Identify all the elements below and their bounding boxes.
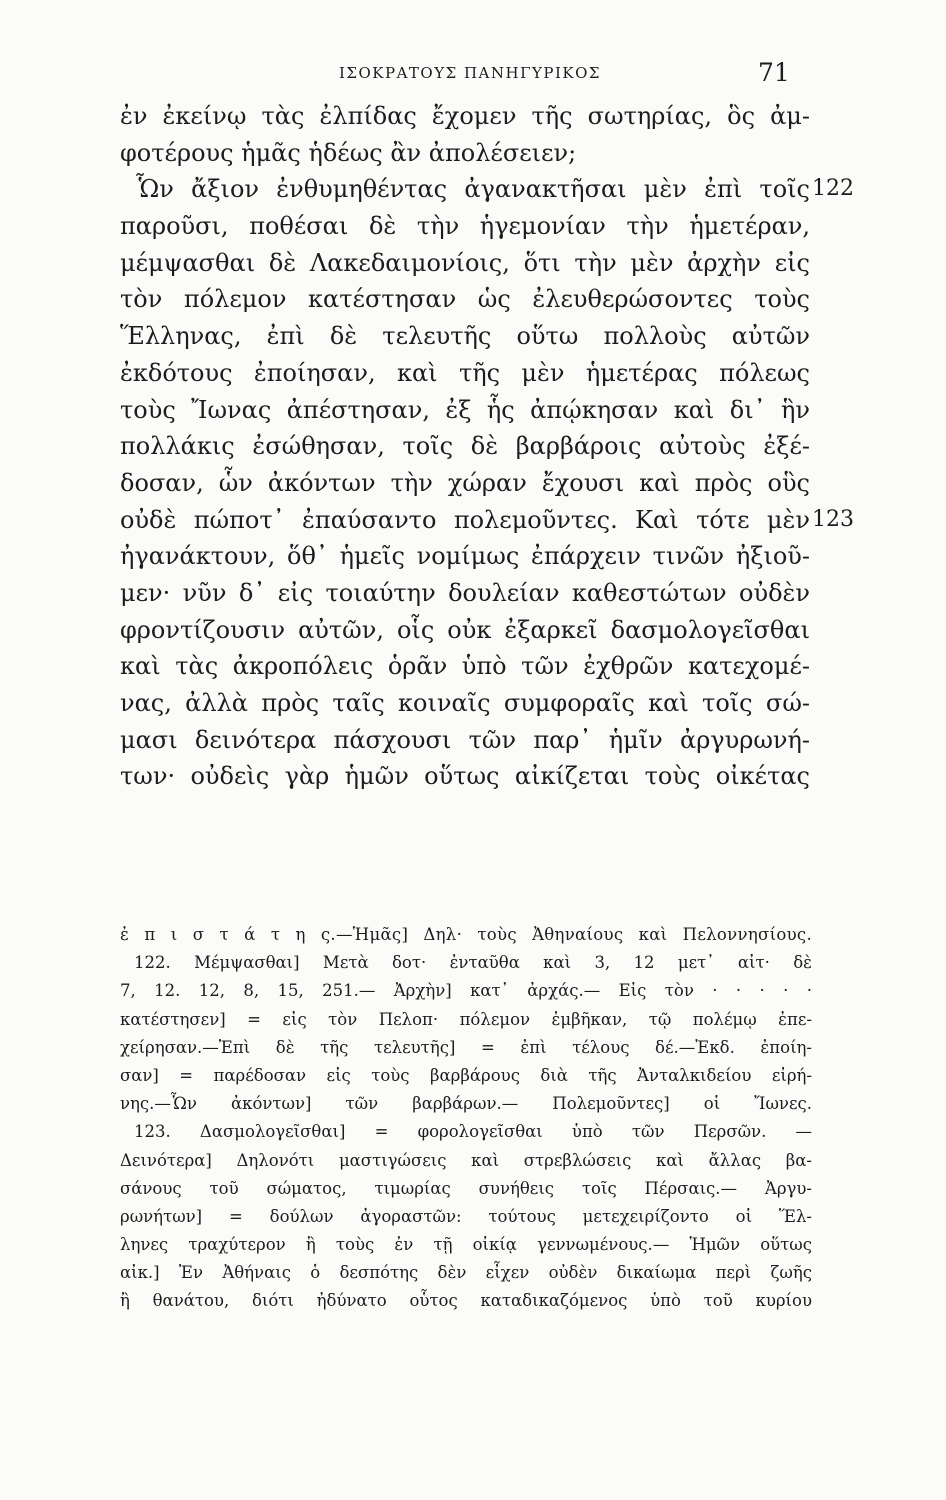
- text-line: μεν· νῦν δ᾽ εἰς τοιαύτην δουλείαν καθεστώτων οὐδὲν: [120, 578, 810, 607]
- page-number: 71: [758, 58, 790, 87]
- note-line: σαν] = παρέδοσαν εἰς τοὺς βαρβάρους διὰ τῆς Ἀνταλκιδείου εἰρή-: [120, 1065, 812, 1085]
- text-line: τοὺς Ἴωνας ἀπέστησαν, ἐξ ἧς ἀπῴκησαν καὶ δι᾽ ἣν: [120, 395, 810, 424]
- text-line-content: Ὧν ἄξιον ἐνθυμηθέντας ἀγανακτῆσαι μὲν ἐπὶ τοῖς: [136, 175, 810, 204]
- text-line: τὸν πόλεμον κατέστησαν ὡς ἐλευθερώσοντες τοὺς: [120, 285, 810, 314]
- text-line: φοτέρους ἡμᾶς ἡδέως ἂν ἀπολέσειεν;: [120, 138, 577, 167]
- text-line-content: οὐδὲ πώποτ᾽ ἐπαύσαντο πολεμοῦντες. Καὶ τότε μὲν: [120, 505, 810, 534]
- note-line: ρωνήτων] = δούλων ἀγοραστῶν: τούτους μετεχειρίζοντο οἱ Ἕλ-: [120, 1206, 812, 1226]
- running-title: ΙΣΟΚΡΑΤΟΥΣ ΠΑΝΗΓΥΡΙΚΟΣ: [338, 64, 602, 82]
- note-line: 122. Μέμψασθαι] Μετὰ δοτ· ἐνταῦθα καὶ 3, 12 μετ᾽ αἰτ· δὲ: [134, 953, 812, 973]
- text-line: ἐκδότους ἐποίησαν, καὶ τῆς μὲν ἡμετέρας πόλεως: [120, 358, 810, 387]
- text-line: πολλάκις ἐσώθησαν, τοῖς δὲ βαρβάροις αὐτοὺς ἐξέ-: [120, 432, 810, 461]
- text-line: καὶ τὰς ἀκροπόλεις ὁρᾶν ὑπὸ τῶν ἐχθρῶν κατεχομέ-: [120, 652, 810, 681]
- note-line: σάνους τοῦ σώματος, τιμωρίας συνήθεις τοῖς Πέρσαις.— Ἀργυ-: [120, 1178, 812, 1198]
- text-line: ἠγανάκτουν, ὅθ᾽ ἡμεῖς νομίμως ἐπάρχειν τινῶν ἠξιοῦ-: [120, 542, 810, 571]
- note-line: ἢ θανάτου, διότι ἠδύνατο οὗτος καταδικαζόμενος ὑπὸ τοῦ κυρίου: [120, 1291, 812, 1311]
- text-line: των· οὐδεὶς γὰρ ἡμῶν οὕτως αἰκίζεται τοὺς οἰκέτας: [120, 762, 810, 791]
- section-number: 122: [812, 176, 854, 202]
- main-text: [120, 98, 854, 795]
- note-line: κατέστησεν] = εἰς τὸν Πελοπ· πόλεμον ἐμβῆκαν, τῷ πολέμῳ ἐπε-: [120, 1009, 812, 1029]
- text-line: Ἕλληνας, ἐπὶ δὲ τελευτῆς οὕτω πολλοὺς αὐτῶν: [120, 322, 810, 351]
- section-number: 123: [812, 506, 854, 532]
- commentary-notes: [120, 921, 812, 1316]
- running-head: [0, 60, 946, 90]
- text-line: δοσαν, ὧν ἀκόντων τὴν χώραν ἔχουσι καὶ πρὸς οὓς: [120, 468, 810, 497]
- text-line: ἐν ἐκείνῳ τὰς ἐλπίδας ἔχομεν τῆς σωτηρίας, ὃς ἀμ-: [120, 102, 810, 130]
- text-line: παροῦσι, ποθέσαι δὲ τὴν ἡγεμονίαν τὴν ἡμετέραν,: [120, 212, 810, 241]
- text-line: μέμψασθαι δὲ Λακεδαιμονίοις, ὅτι τὴν μὲν ἀρχὴν εἰς: [120, 248, 810, 277]
- note-line: αἰκ.] Ἐν Ἀθήναις ὁ δεσπότης δὲν εἶχεν οὐδὲν δικαίωμα περὶ ζωῆς: [120, 1263, 812, 1283]
- text-line: [120, 171, 854, 208]
- text-line: νας, ἀλλὰ πρὸς ταῖς κοιναῖς συμφοραῖς καὶ τοῖς σώ-: [120, 689, 810, 717]
- note-line: 123. Δασμολογεῖσθαι] = φορολογεῖσθαι ὑπὸ τῶν Περσῶν. —: [134, 1122, 812, 1142]
- note-line: ληνες τραχύτερον ἢ τοὺς ἐν τῇ οἰκίᾳ γεννωμένους.— Ἡμῶν οὕτως: [120, 1235, 812, 1255]
- note-line: Δεινότερα] Δηλονότι μαστιγώσεις καὶ στρεβλώσεις καὶ ἄλλας βα-: [120, 1150, 812, 1170]
- note-line: νης.—Ὧν ἀκόντων] τῶν βαρβάρων.— Πολεμοῦντες] οἱ Ἴωνες.: [120, 1094, 812, 1114]
- text-line: φροντίζουσιν αὐτῶν, οἷς οὐκ ἐξαρκεῖ δασμολογεῖσθαι: [120, 615, 810, 644]
- text-line: μασι δεινότερα πάσχουσι τῶν παρ᾽ ἡμῖν ἀργυρωνή-: [120, 725, 810, 754]
- note-line: χείρησαν.—Ἐπὶ δὲ τῆς τελευτῆς] = ἐπὶ τέλους δέ.—Ἐκδ. ἐποίη-: [120, 1037, 812, 1057]
- note-line: ἐ π ι σ τ ά τ η ς.—Ἡμᾶς] Δηλ· τοὺς Ἀθηναίους καὶ Πελοννησίους.: [120, 925, 812, 944]
- text-line: [120, 502, 854, 539]
- note-line: 7, 12. 12, 8, 15, 251.— Ἀρχὴν] κατ᾽ ἀρχάς.— Εἰς τὸν · · · · ·: [120, 981, 812, 1001]
